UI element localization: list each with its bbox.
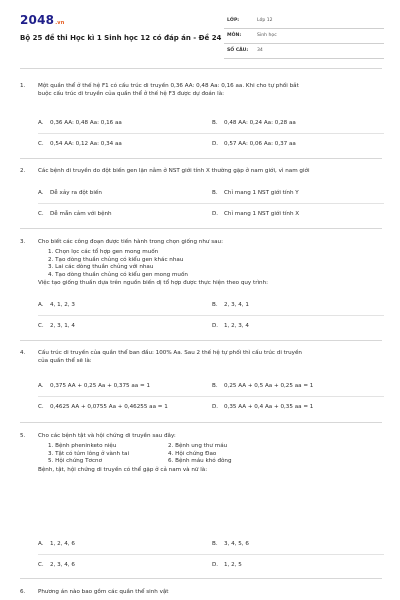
question-3: [20, 238, 384, 287]
meta-row-class: [224, 14, 384, 29]
question-2: [20, 167, 384, 175]
answer-option-b[interactable]: B. 0,25 AA + 0,5 Aa + 0,25 aa = 1: [212, 383, 314, 389]
option-divider: [38, 554, 384, 555]
list-item: 2. Bệnh ung thư máu: [168, 443, 228, 449]
question-text: Cho các bệnh tật và hội chứng di truyền sau đây:: [38, 433, 176, 439]
answer-option-a[interactable]: A. 0,36 AA: 0,48 Aa: 0,16 aa: [38, 120, 122, 126]
option-divider: [38, 315, 384, 316]
list-item: 4. Tạo dòng thuần chủng có kiểu gen mong muốn: [48, 271, 188, 278]
question-1: [20, 82, 384, 98]
answer-row: [38, 541, 384, 551]
list-item: 1. Chọn lọc các tổ hợp gen mong muốn: [48, 249, 159, 255]
question-text: Các bệnh di truyền do đột biến gen lặn nằm ở NST giới tính X thường gặp ở nam giới, vì nam giới: [38, 168, 310, 174]
answer-option-a[interactable]: A. Dễ xảy ra đột biến: [38, 190, 102, 196]
option-divider: [38, 133, 384, 134]
meta-value: 34: [257, 48, 263, 53]
meta-label: SỐ CÂU:: [227, 48, 249, 53]
answer-option-c[interactable]: C. 2, 3, 1, 4: [38, 323, 75, 329]
meta-row-count: [224, 44, 384, 59]
answer-row: [38, 323, 384, 333]
question-number: 1.: [20, 83, 26, 89]
exam-meta-table: [224, 14, 384, 59]
list-item: 1. Bệnh pheninketo niệu: [48, 443, 117, 449]
answer-option-b[interactable]: B. 3, 4, 5, 6: [212, 541, 249, 547]
answer-row: [38, 120, 384, 130]
question-followup: Việc tạo giống thuần dựa trên nguồn biến dị tổ hợp được thực hiện theo quy trình:: [38, 280, 269, 287]
question-divider: [20, 578, 382, 579]
question-4: [20, 349, 384, 365]
logo-suffix: .vn: [55, 20, 65, 26]
question-followup: Bệnh, tật, hội chứng di truyền có thể gặp ở cả nam và nữ là:: [38, 466, 208, 473]
question-6: [20, 588, 384, 596]
list-item: 5. Hội chứng Tơcnơ: [48, 458, 102, 465]
meta-row-subject: [224, 29, 384, 44]
question-number: 5.: [20, 433, 26, 439]
question-text: Cho biết các công đoạn được tiến hành trong chọn giống như sau:: [38, 239, 223, 245]
meta-label: LỚP:: [227, 18, 240, 23]
answer-option-b[interactable]: B. 2, 3, 4, 1: [212, 302, 249, 308]
answer-row: [38, 562, 384, 572]
meta-value: Sinh học: [257, 33, 277, 38]
answer-option-a[interactable]: A. 0,375 AA + 0,25 Aa + 0,375 aa = 1: [38, 383, 151, 389]
answer-option-a[interactable]: A. 1, 2, 4, 6: [38, 541, 75, 547]
list-item: 6. Bệnh máu khó đông: [168, 458, 232, 465]
answer-row: [38, 141, 384, 151]
answer-row: [38, 190, 384, 200]
answer-option-c[interactable]: C. 0,54 AA: 0,12 Aa: 0,34 aa: [38, 141, 122, 147]
answer-option-c[interactable]: C. 0,4625 AA + 0,0755 Aa + 0,46255 aa = 1: [38, 404, 168, 410]
disease-list: [48, 443, 384, 466]
answer-option-d[interactable]: D. 1, 2, 5: [212, 562, 242, 568]
answer-option-d[interactable]: D. 0,35 AA + 0,4 Aa + 0,35 aa = 1: [212, 404, 314, 410]
question-number: 6.: [20, 589, 26, 595]
question-divider: [20, 340, 382, 341]
answer-row: [38, 383, 384, 393]
answer-row: [38, 211, 384, 221]
answer-option-b[interactable]: B. Chỉ mang 1 NST giới tính Y: [212, 190, 299, 196]
question-text: buộc cấu trúc di truyền của quần thể ở thế hệ F3 được dự đoán là:: [38, 91, 225, 97]
question-number: 2.: [20, 168, 26, 174]
header-divider: [20, 68, 382, 69]
answer-row: [38, 302, 384, 312]
list-item: 4. Hội chứng Đao: [168, 450, 217, 457]
list-item: 2. Tạo dòng thuần chủng có kiểu gen khác nhau: [48, 256, 184, 263]
answer-option-d[interactable]: D. 1, 2, 3, 4: [212, 323, 249, 329]
answer-option-c[interactable]: C. Dễ mẫn cảm với bệnh: [38, 211, 112, 217]
question-text: của quần thể sẽ là:: [38, 358, 92, 364]
meta-label: MÔN:: [227, 33, 242, 38]
question-divider: [20, 422, 382, 423]
document-title: Bộ 25 đề thi Học kì 1 Sinh học 12 có đáp án - Đề 24: [20, 34, 222, 42]
answer-row: [38, 404, 384, 414]
step-list: [48, 249, 384, 279]
list-item: 3. Lai các dòng thuần chủng với nhau: [48, 264, 154, 271]
question-5: [20, 432, 384, 474]
question-number: 4.: [20, 350, 26, 356]
question-number: 3.: [20, 239, 26, 245]
site-logo[interactable]: [20, 13, 65, 27]
answer-option-a[interactable]: A. 4, 1, 2, 3: [38, 302, 75, 308]
answer-option-b[interactable]: B. 0,48 AA: 0,24 Aa: 0,28 aa: [212, 120, 296, 126]
question-text: Cấu trúc di truyền của quần thể ban đầu: 100% Aa. Sau 2 thế hệ tự phối thì cấu trúc di truyền: [38, 350, 302, 356]
question-text: Một quần thể ở thế hệ F1 có cấu trúc di truyền 0,36 AA: 0,48 Aa: 0,16 aa. Khi cho tự phối bắt: [38, 83, 299, 89]
question-divider: [20, 158, 382, 159]
page-header: [0, 0, 400, 62]
answer-option-d[interactable]: D. Chỉ mang 1 NST giới tính X: [212, 211, 300, 217]
question-text: Phương án nào bao gồm các quần thể sinh vật: [38, 589, 169, 595]
logo-text: 2048: [20, 13, 55, 27]
answer-option-d[interactable]: D. 0,57 AA: 0,06 Aa: 0,37 aa: [212, 141, 296, 147]
answer-option-c[interactable]: C. 2, 3, 4, 6: [38, 562, 75, 568]
option-divider: [38, 203, 384, 204]
question-divider: [20, 228, 382, 229]
list-item: 3. Tật có túm lông ở vành tai: [48, 450, 130, 457]
meta-value: Lớp 12: [257, 18, 273, 23]
option-divider: [38, 396, 384, 397]
